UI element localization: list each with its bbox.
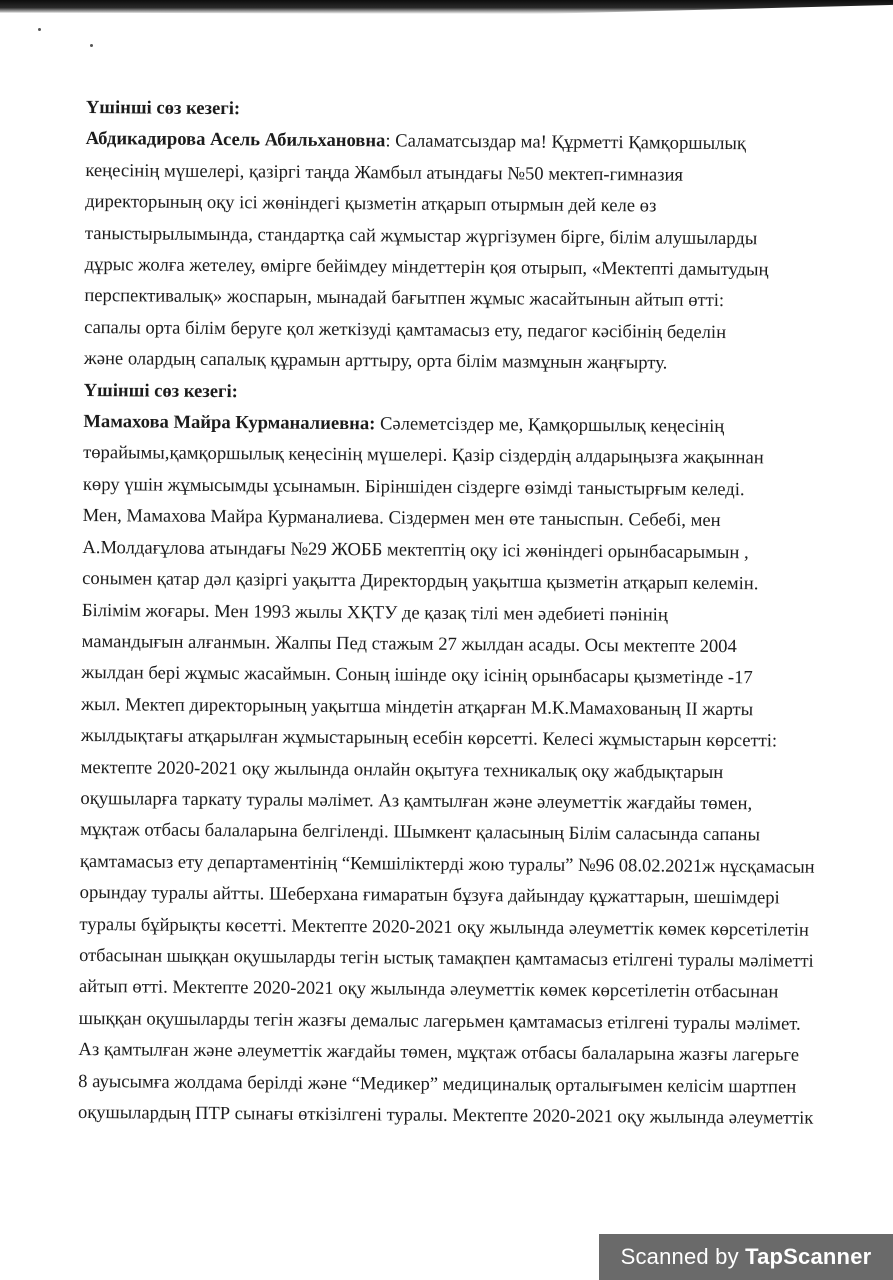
paragraph-line: Аз қамтылған және әлеуметтік жағдайы төмен, мұқтаж отбасы балаларына жазғы лагерьге (78, 1039, 800, 1066)
paragraph-line: жыл. Мектеп директорының уақытша міндетін атқарған М.К.Мамахованың ІІ жарты (81, 693, 754, 720)
speaker-name: Абдикадирова Асель Абильхановна (85, 128, 386, 152)
paragraph-line: А.Молдағұлова атындағы №29 ЖОББ мектептің оқу ісі жөніндегі орынбасарымын , (82, 536, 749, 563)
paragraph-text: : Саламатсыздар ма! Құрметті Қамқоршылық (385, 130, 747, 155)
section-header: Үшінші сөз кезегі: (85, 96, 241, 120)
paragraph-line: 8 ауысымға жолдама берілді және “Медикер” медициналық орталығымен келісім шартпен (78, 1070, 797, 1098)
paragraph-line: перспективалық» жоспарын, мынадай бағытпен жұмыс жасайтынын айтып өтті: (84, 285, 725, 312)
paragraph-line: кеңесінің мүшелері, қазіргі таңда Жамбыл атындағы №50 мектеп-гимназия (85, 159, 684, 186)
paragraph-line: таныстырылымында, стандартқа сай жұмыстар жүргізумен бірге, білім алушыларды (84, 222, 758, 249)
scan-top-edge-shadow (0, 0, 893, 14)
scan-speck (38, 28, 41, 31)
paragraph-line: оқушылардың ПТР сынағы өткізілгені туралы. Мектепте 2020-2021 оқу жылында әлеуметтік (77, 1101, 814, 1129)
paragraph-line: мектепте 2020-2021 оқу жылында онлайн оқытуға техникалық оқу жабдықтарын (80, 756, 724, 783)
paragraph-line: орындау туралы айтты. Шеберхана ғимаратын бұзуға дайындау құжаттарын, шешімдері (79, 882, 780, 909)
paragraph-line: айтып өтті. Мектепте 2020-2021 оқу жылында әлеуметтік көмек көрсетілетін отбасынан (78, 976, 779, 1003)
paragraph-line: оқушыларға таркату туралы мәлімет. Аз қамтылған және әлеуметтік жағдайы төмен, (80, 787, 753, 815)
paragraph-line: сапалы орта білім беруге қол жеткізуді қамтамасыз ету, педагог кәсібінің беделін (84, 316, 727, 343)
scan-speck (90, 44, 93, 47)
watermark-prefix: Scanned by (620, 1244, 746, 1269)
paragraph-line: отбасынан шыққан оқушыларды тегін ыстық тамақпен қамтамасыз етілгені туралы мәліметті (79, 944, 814, 972)
watermark-brand: TapScanner (745, 1244, 872, 1269)
paragraph-line: мамандығын алғанмын. Жалпы Пед стажым 27 жылдан асады. Осы мектепте 2004 (81, 630, 737, 658)
paragraph-line: жылдан бері жұмыс жасаймын. Соның ішінде оқу ісінің орынбасары қызметінде -17 (81, 662, 753, 689)
paragraph-line: төрайымы,қамқоршылық кеңесінің мүшелері. Қазір сіздердің алдарыңызға жақыннан (83, 442, 764, 469)
paragraph-line: көру үшін жұмысымды ұсынамын. Біріншіден сіздерге өзімді таныстырғым келеді. (82, 473, 745, 501)
paragraph-line: дұрыс жолға жетелеу, өмірге бейімдеу міндеттерін қоя отырып, «Мектепті дамытудың (84, 254, 769, 281)
paragraph-line: мұқтаж отбасы балаларына белгіленді. Шымкент қаласының Білім саласында сапаны (80, 819, 761, 846)
paragraph-line: Білімім жоғары. Мен 1993 жылы ХҚТУ де қазақ тілі мен әдебиеті пәнінің (81, 599, 668, 626)
scanner-watermark (599, 1234, 893, 1280)
paragraph-text: Сәлеметсіздер ме, Қамқоршылық кеңесінің (375, 413, 725, 438)
paragraph-line: туралы бұйрықты көсетті. Мектепте 2020-2021 оқу жылында әлеуметтік көмек көрсетілетін (79, 913, 809, 941)
paragraph-line: Мен, Мамахова Майра Курманалиева. Сіздермен мен өте таныспын. Себебі, мен (82, 505, 721, 532)
paragraph-line: сонымен қатар дәл қазіргі уақытта Директордың уақытша қызметін атқарып келемін. (82, 568, 759, 595)
paragraph-line: жылдықтағы атқарылған жұмыстарының есебін көрсетті. Келесі жұмыстарын көрсетті: (80, 725, 778, 752)
paragraph-line: қамтамасыз ету департаментінің “Кемшіліктерді жою туралы” №96 08.02.2021ж нұсқамасын (79, 850, 815, 878)
section-header: Үшінші сөз кезегі: (83, 379, 238, 402)
speaker-name: Мамахова Майра Курманалиевна: (83, 411, 376, 435)
paragraph-line: директорының оқу ісі жөніндегі қызметін атқарып отырмын дей келе өз (85, 191, 657, 217)
document-page (78, 92, 821, 1134)
paragraph-line: және олардың сапалық құрамын арттыру, орта білім мазмұнын жаңғырту. (83, 348, 668, 374)
paragraph-line: шыққан оқушыларды тегін жазғы демалыс лагерьмен қамтамасыз етілгені туралы мәлімет. (78, 1007, 801, 1035)
